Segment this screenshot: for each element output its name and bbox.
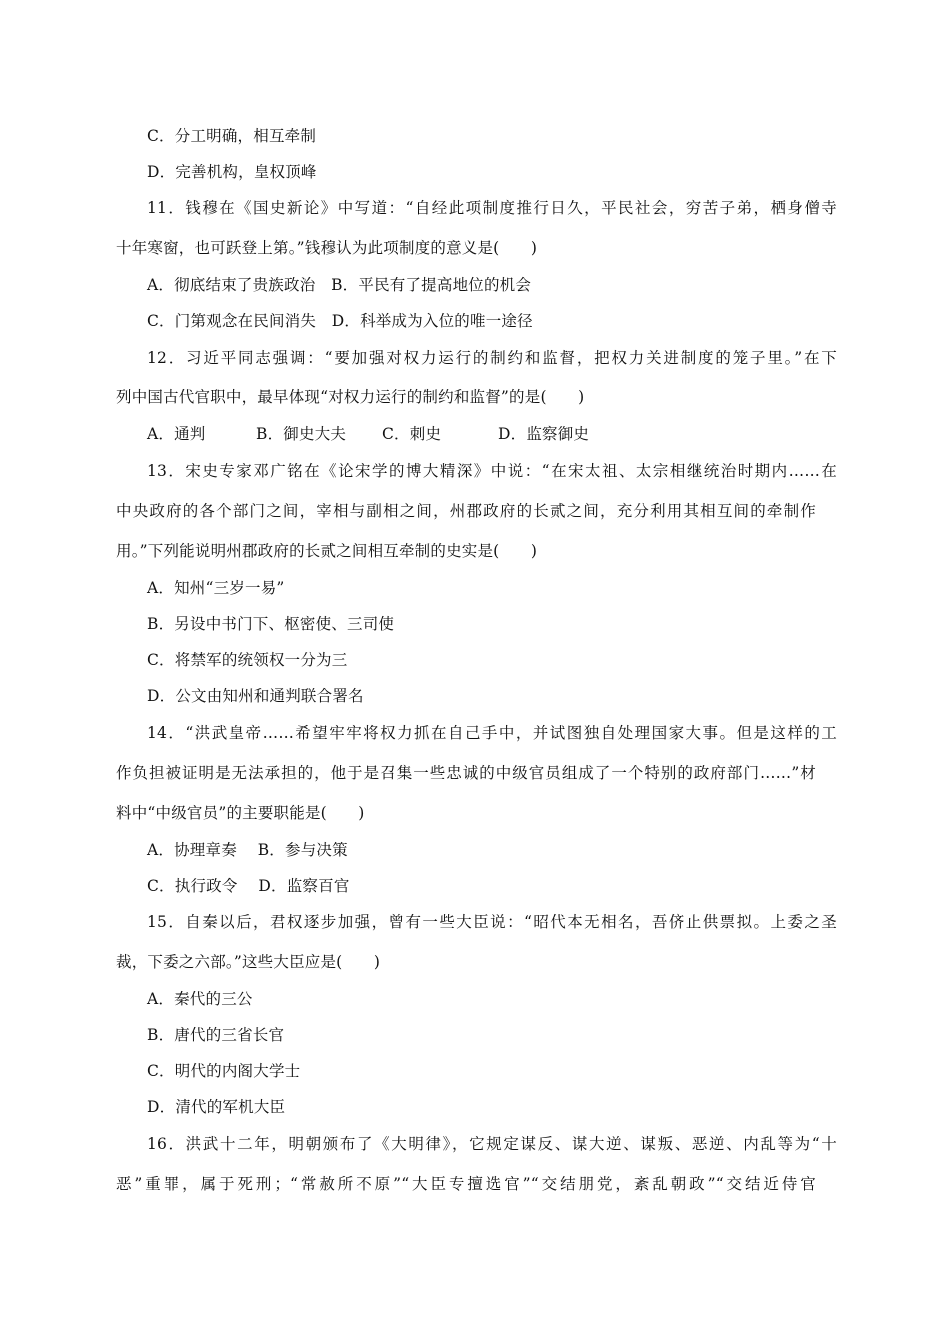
q13-option-a: A．知州“三岁一易”: [147, 579, 285, 597]
q15-option-c: C．明代的内阁大学士: [147, 1062, 301, 1080]
q11-options-ab: A．彻底结束了贵族政治 B．平民有了提高地位的机会: [147, 276, 532, 294]
q11-stem-line-2: 十年寒窗，也可跃登上第。”钱穆认为此项制度的意义是( ): [116, 239, 538, 257]
q13-stem-line-2: 中央政府的各个部门之间，宰相与副相之间，州郡政府的长贰之间，充分利用其相互间的牵制作: [116, 502, 816, 520]
q12-stem-line-2: 列中国古代官职中，最早体现“对权力运行的制约和监督”的是( ): [116, 388, 585, 406]
q15-option-b: B．唐代的三省长官: [147, 1026, 285, 1044]
q13-option-b: B．另设中书门下、枢密使、三司使: [147, 615, 395, 633]
q10-option-c: C．分工明确，相互牵制: [147, 127, 317, 145]
q10-option-d: D．完善机构，皇权顶峰: [147, 163, 317, 181]
q16-stem-line-2: 恶”重罪，属于死刑；“常赦所不原”“大臣专擅选官”“交结朋党，紊乱朝政”“交结近侍官: [116, 1175, 816, 1193]
q14-options-cd: C．执行政令 D．监察百官: [147, 877, 350, 895]
q12-option-a: A．通判: [147, 425, 206, 443]
q13-option-d: D．公文由知州和通判联合署名: [147, 687, 364, 705]
q16-stem-line-1: 16．洪武十二年，明朝颁布了《大明律》，它规定谋反、谋大逆、谋叛、恶逆、内乱等为“十: [147, 1135, 837, 1153]
q14-stem-line-3: 料中“中级官员”的主要职能是( ): [116, 804, 365, 822]
q13-stem-line-3: 用。”下列能说明州郡政府的长贰之间相互牵制的史实是( ): [116, 542, 538, 560]
q11-options-cd: C．门第观念在民间消失 D．科举成为入位的唯一途径: [147, 312, 533, 330]
q14-stem-line-2: 作负担被证明是无法承担的，他于是召集一些忠诚的中级官员组成了一个特别的政府部门……”材: [116, 764, 816, 782]
q12-stem-line-1: 12．习近平同志强调：“要加强对权力运行的制约和监督，把权力关进制度的笼子里。”在下: [147, 349, 837, 367]
q12-option-d: D．监察御史: [498, 425, 590, 443]
q15-stem-line-2: 裁，下委之六部。”这些大臣应是( ): [116, 953, 381, 971]
q11-stem-line-1: 11．钱穆在《国史新论》中写道：“自经此项制度推行日久，平民社会，穷苦子弟，栖身僧寺: [147, 199, 837, 217]
q15-option-d: D．清代的军机大臣: [147, 1098, 286, 1116]
q12-option-c: C．刺史: [382, 425, 442, 443]
q13-option-c: C．将禁军的统领权一分为三: [147, 651, 348, 669]
q12-option-b: B．御史大夫: [256, 425, 347, 443]
q15-stem-line-1: 15．自秦以后，君权逐步加强，曾有一些大臣说：“昭代本无相名，吾侪止供票拟。上委之圣: [147, 913, 837, 931]
q13-stem-line-1: 13．宋史专家邓广铭在《论宋学的博大精深》中说：“在宋太祖、太宗相继统治时期内……在: [147, 462, 837, 480]
q14-options-ab: A．协理章奏 B．参与决策: [147, 841, 348, 859]
q15-option-a: A．秦代的三公: [147, 990, 253, 1008]
q14-stem-line-1: 14．“洪武皇帝……希望牢牢将权力抓在自己手中，并试图独自处理国家大事。但是这样的工: [147, 724, 837, 742]
